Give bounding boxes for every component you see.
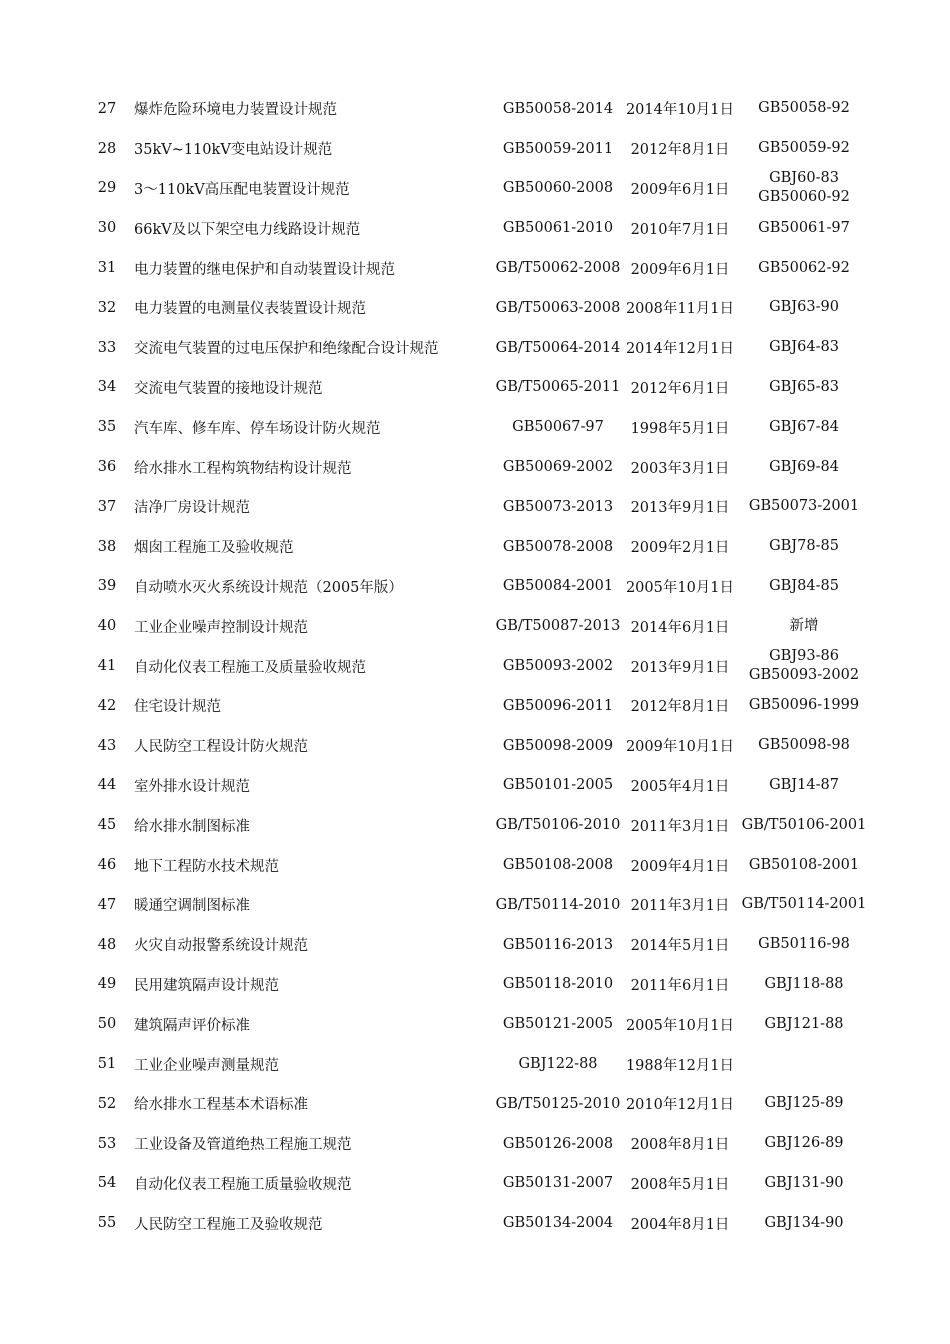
replaced-standard-code: GB50116-98 <box>758 936 850 953</box>
row-number: 39 <box>97 578 117 595</box>
replaced-standard-code: GB50096-1999 <box>748 697 860 714</box>
replaced-standard-code: GB50060-92 <box>758 189 850 206</box>
replaced-standard-code: GB/T50106-2001 <box>741 816 867 833</box>
effective-date: 1998年5月1日 <box>630 420 730 437</box>
replaced-standard-code: GB50108-2001 <box>748 856 860 873</box>
row-number: 32 <box>97 299 117 316</box>
replaced-standard-code: GBJ126-89 <box>764 1135 844 1152</box>
row-number: 51 <box>97 1056 117 1073</box>
row-number: 30 <box>97 220 117 237</box>
replaced-standard <box>735 726 873 766</box>
row-number: 54 <box>97 1175 117 1192</box>
standard-code: GB/T50087-2013 <box>495 618 621 635</box>
row-number: 45 <box>97 817 117 834</box>
standard-name: 汽车库、修车库、停车场设计防火规范 <box>134 420 381 437</box>
table-row <box>0 368 950 408</box>
standard-code: GB/T50065-2011 <box>495 379 621 396</box>
effective-date: 2008年5月1日 <box>630 1176 730 1193</box>
standard-name: 人民防空工程设计防火规范 <box>134 739 308 756</box>
effective-date: 2004年8月1日 <box>630 1216 730 1233</box>
row-number: 36 <box>97 459 117 476</box>
table-row <box>0 726 950 766</box>
standard-code: GB50084-2001 <box>502 578 614 595</box>
effective-date: 2005年10月1日 <box>625 579 735 596</box>
effective-date: 2012年8月1日 <box>630 699 730 716</box>
standard-code: GB50121-2005 <box>502 1016 614 1033</box>
standard-code: GB50118-2010 <box>502 976 614 993</box>
table-row <box>0 447 950 487</box>
effective-date: 2010年12月1日 <box>625 1097 735 1114</box>
effective-date: 2014年6月1日 <box>630 619 730 636</box>
replaced-standard-code: GB50059-92 <box>758 140 850 157</box>
standard-name: 自动化仪表工程施工质量验收规范 <box>134 1176 352 1193</box>
replaced-standard <box>735 925 873 965</box>
row-number: 27 <box>97 100 117 117</box>
table-row <box>0 527 950 567</box>
replaced-standard <box>735 288 873 328</box>
replaced-standard-code: GBJ118-88 <box>764 975 844 992</box>
replaced-standard-code: GB50058-92 <box>758 100 850 117</box>
replaced-standard <box>735 487 873 527</box>
row-number: 55 <box>97 1215 117 1232</box>
replaced-standard <box>735 885 873 925</box>
standard-name: 地下工程防水技术规范 <box>134 858 279 875</box>
table-row <box>0 766 950 806</box>
table-row <box>0 129 950 169</box>
table-row <box>0 686 950 726</box>
standard-code: GB50126-2008 <box>502 1135 614 1152</box>
row-number: 43 <box>97 737 117 754</box>
replaced-standard-code: GBJ63-90 <box>769 299 839 316</box>
standard-code: GB/T50114-2010 <box>495 896 621 913</box>
standard-code: GB50101-2005 <box>502 777 614 794</box>
standard-name: 暖通空调制图标准 <box>134 898 250 915</box>
standard-code: GB50096-2011 <box>502 697 614 714</box>
row-number: 46 <box>97 857 117 874</box>
replaced-standard-code: GB/T50114-2001 <box>741 896 867 913</box>
standard-name: 电力装置的电测量仪表装置设计规范 <box>134 301 366 318</box>
table-row <box>0 1203 950 1243</box>
standard-name: 给水排水工程基本术语标准 <box>134 1097 308 1114</box>
standard-code: GB50067-97 <box>512 419 604 436</box>
standard-name: 人民防空工程施工及验收规范 <box>134 1216 323 1233</box>
standard-code: GB50061-2010 <box>502 220 614 237</box>
table-row <box>0 885 950 925</box>
replaced-standard-code: GBJ60-83 <box>769 170 839 187</box>
replaced-standard-code: 新增 <box>789 617 819 634</box>
replaced-standard-code: GBJ84-85 <box>769 577 839 594</box>
standard-name: 工业设备及管道绝热工程施工规范 <box>134 1137 352 1154</box>
standard-name: 自动喷水灭火系统设计规范（2005年版） <box>134 579 403 596</box>
effective-date: 2005年4月1日 <box>630 778 730 795</box>
standard-name: 给水排水制图标准 <box>134 818 250 835</box>
replaced-standard-code: GB50098-98 <box>758 737 850 754</box>
effective-date: 2008年8月1日 <box>630 1137 730 1154</box>
standard-code: GB50058-2014 <box>502 100 614 117</box>
standard-name: 建筑隔声评价标准 <box>134 1017 250 1034</box>
standard-name: 工业企业噪声测量规范 <box>134 1057 279 1074</box>
standard-name: 66kV及以下架空电力线路设计规范 <box>134 221 361 238</box>
standard-name: 自动化仪表工程施工及质量验收规范 <box>134 659 366 676</box>
table-row <box>0 925 950 965</box>
table-row <box>0 169 950 209</box>
replaced-standard <box>735 527 873 567</box>
table-row <box>0 248 950 288</box>
effective-date: 2013年9月1日 <box>630 659 730 676</box>
replaced-standard <box>735 606 873 646</box>
effective-date: 2005年10月1日 <box>625 1017 735 1034</box>
table-row <box>0 407 950 447</box>
effective-date: 2012年6月1日 <box>630 380 730 397</box>
row-number: 31 <box>97 260 117 277</box>
replaced-standard <box>735 805 873 845</box>
effective-date: 2009年6月1日 <box>630 181 730 198</box>
replaced-standard-code: GBJ121-88 <box>764 1015 844 1032</box>
standard-name: 室外排水设计规范 <box>134 778 250 795</box>
replaced-standard <box>735 368 873 408</box>
replaced-standard-code: GBJ14-87 <box>769 776 839 793</box>
replaced-standard <box>735 686 873 726</box>
row-number: 40 <box>97 618 117 635</box>
standard-code: GB50073-2013 <box>502 498 614 515</box>
row-number: 47 <box>97 896 117 913</box>
row-number: 38 <box>97 538 117 555</box>
standard-name: 爆炸危险环境电力装置设计规范 <box>134 102 337 119</box>
replaced-standard <box>735 208 873 248</box>
standard-name: 火灾自动报警系统设计规范 <box>134 938 308 955</box>
standard-code: GB50108-2008 <box>502 857 614 874</box>
replaced-standard <box>735 407 873 447</box>
table-row <box>0 1004 950 1044</box>
replaced-standard <box>735 1203 873 1243</box>
standard-name: 洁净厂房设计规范 <box>134 500 250 517</box>
table-row <box>0 845 950 885</box>
replaced-standard-code: GB50061-97 <box>758 219 850 236</box>
replaced-standard <box>735 1124 873 1164</box>
replaced-standard <box>735 646 873 686</box>
replaced-standard <box>735 1044 873 1084</box>
effective-date: 2011年3月1日 <box>630 898 730 915</box>
standard-code: GB50093-2002 <box>502 658 614 675</box>
standard-code: GB/T50064-2014 <box>495 339 621 356</box>
table-row <box>0 208 950 248</box>
standard-code: GB50059-2011 <box>502 140 614 157</box>
replaced-standard <box>735 89 873 129</box>
table-row <box>0 1044 950 1084</box>
standard-code: GB50131-2007 <box>502 1175 614 1192</box>
standard-code: GB/T50062-2008 <box>495 260 621 277</box>
effective-date: 2010年7月1日 <box>630 221 730 238</box>
standard-code: GB50116-2013 <box>502 936 614 953</box>
standards-table <box>0 89 950 1243</box>
table-row <box>0 567 950 607</box>
replaced-standard <box>735 845 873 885</box>
standard-code: GB50134-2004 <box>502 1215 614 1232</box>
table-row <box>0 487 950 527</box>
row-number: 44 <box>97 777 117 794</box>
standard-code: GB50060-2008 <box>502 180 614 197</box>
standard-code: GB/T50106-2010 <box>495 817 621 834</box>
replaced-standard-code: GBJ67-84 <box>769 418 839 435</box>
effective-date: 2009年2月1日 <box>630 540 730 557</box>
effective-date: 2014年12月1日 <box>625 341 735 358</box>
standard-code: GB50078-2008 <box>502 538 614 555</box>
replaced-standard-code: GBJ64-83 <box>769 339 839 356</box>
effective-date: 1988年12月1日 <box>625 1057 735 1074</box>
standard-name: 3～110kV高压配电装置设计规范 <box>134 181 350 198</box>
effective-date: 2003年3月1日 <box>630 460 730 477</box>
replaced-standard-code: GBJ65-83 <box>769 378 839 395</box>
standard-code: GB50069-2002 <box>502 459 614 476</box>
standard-name: 35kV~110kV变电站设计规范 <box>134 142 333 159</box>
row-number: 50 <box>97 1016 117 1033</box>
effective-date: 2009年10月1日 <box>625 739 735 756</box>
standard-code: GB/T50125-2010 <box>495 1095 621 1112</box>
replaced-standard-code: GB50093-2002 <box>748 667 860 684</box>
replaced-standard <box>735 567 873 607</box>
table-row <box>0 1084 950 1124</box>
replaced-standard-code: GB50062-92 <box>758 259 850 276</box>
replaced-standard <box>735 447 873 487</box>
replaced-standard-code: GBJ125-89 <box>764 1095 844 1112</box>
replaced-standard <box>735 1084 873 1124</box>
standard-name: 工业企业噪声控制设计规范 <box>134 619 308 636</box>
replaced-standard <box>735 766 873 806</box>
replaced-standard-code: GBJ93-86 <box>769 648 839 665</box>
standard-name: 烟囱工程施工及验收规范 <box>134 540 294 557</box>
replaced-standard <box>735 169 873 209</box>
replaced-standard <box>735 1164 873 1204</box>
standard-name: 给水排水工程构筑物结构设计规范 <box>134 460 352 477</box>
row-number: 42 <box>97 697 117 714</box>
table-row <box>0 89 950 129</box>
replaced-standard <box>735 129 873 169</box>
table-row <box>0 1124 950 1164</box>
effective-date: 2014年10月1日 <box>625 102 735 119</box>
standard-name: 住宅设计规范 <box>134 699 221 716</box>
effective-date: 2009年4月1日 <box>630 858 730 875</box>
replaced-standard <box>735 965 873 1005</box>
row-number: 34 <box>97 379 117 396</box>
row-number: 35 <box>97 419 117 436</box>
table-row <box>0 1164 950 1204</box>
replaced-standard-code: GBJ69-84 <box>769 458 839 475</box>
standard-name: 交流电气装置的接地设计规范 <box>134 380 323 397</box>
row-number: 49 <box>97 976 117 993</box>
effective-date: 2012年8月1日 <box>630 142 730 159</box>
row-number: 53 <box>97 1135 117 1152</box>
replaced-standard-code: GBJ78-85 <box>769 538 839 555</box>
row-number: 37 <box>97 498 117 515</box>
effective-date: 2013年9月1日 <box>630 500 730 517</box>
table-row <box>0 965 950 1005</box>
replaced-standard-code: GBJ131-90 <box>764 1174 844 1191</box>
replaced-standard-code: GB50073-2001 <box>748 498 860 515</box>
row-number: 33 <box>97 339 117 356</box>
replaced-standard <box>735 248 873 288</box>
standard-name: 电力装置的继电保护和自动装置设计规范 <box>134 261 395 278</box>
replaced-standard-code: GBJ134-90 <box>764 1214 844 1231</box>
replaced-standard <box>735 1004 873 1044</box>
standard-code: GBJ122-88 <box>518 1056 598 1073</box>
table-row <box>0 606 950 646</box>
table-row <box>0 328 950 368</box>
table-row <box>0 288 950 328</box>
effective-date: 2008年11月1日 <box>625 301 735 318</box>
standard-code: GB/T50063-2008 <box>495 299 621 316</box>
row-number: 48 <box>97 936 117 953</box>
standard-name: 民用建筑隔声设计规范 <box>134 977 279 994</box>
effective-date: 2014年5月1日 <box>630 938 730 955</box>
effective-date: 2011年3月1日 <box>630 818 730 835</box>
effective-date: 2011年6月1日 <box>630 977 730 994</box>
row-number: 28 <box>97 140 117 157</box>
table-row <box>0 805 950 845</box>
row-number: 29 <box>97 180 117 197</box>
replaced-standard <box>735 328 873 368</box>
effective-date: 2009年6月1日 <box>630 261 730 278</box>
standard-code: GB50098-2009 <box>502 737 614 754</box>
row-number: 52 <box>97 1095 117 1112</box>
table-row <box>0 646 950 686</box>
row-number: 41 <box>97 658 117 675</box>
standard-name: 交流电气装置的过电压保护和绝缘配合设计规范 <box>134 341 439 358</box>
